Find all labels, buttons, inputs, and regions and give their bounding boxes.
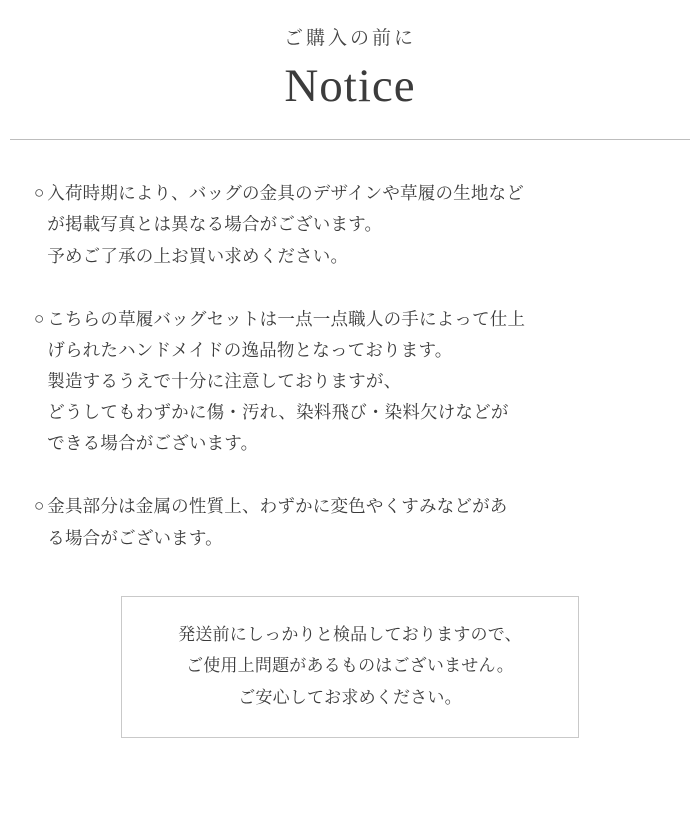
note-line: 製造するうえで十分に注意しておりますが、 xyxy=(47,371,402,392)
page-title: Notice xyxy=(284,59,416,112)
callout-line: 発送前にしっかりと検品しておりますので、 xyxy=(178,624,522,644)
bullet-icon: ○ xyxy=(34,496,45,516)
note-line: 予めご了承の上お買い求めください。 xyxy=(47,245,349,266)
note-line: できる場合がございます。 xyxy=(47,433,259,454)
bullet-icon: ○ xyxy=(34,308,45,328)
callout-line: ご安心してお求めください。 xyxy=(238,687,462,707)
list-item xyxy=(34,304,666,460)
list-item xyxy=(34,178,666,271)
bullet-icon: ○ xyxy=(34,183,45,203)
page-subtitle: ご購入の前に xyxy=(283,28,416,49)
callout-box xyxy=(121,596,579,738)
notice-list xyxy=(0,140,700,553)
page-header xyxy=(0,0,700,115)
note-line: が掲載写真とは異なる場合がございます。 xyxy=(47,214,383,235)
note-text xyxy=(47,491,507,553)
note-line: げられたハンドメイドの逸品物となっております。 xyxy=(47,339,453,360)
note-text xyxy=(47,178,524,271)
note-line: 入荷時期により、バッグの金具のデザインや草履の生地など xyxy=(47,183,524,204)
note-line: どうしてもわずかに傷・汚れ、染料飛び・染料欠けなどが xyxy=(47,402,509,423)
note-text xyxy=(47,304,525,460)
note-line: 金具部分は金属の性質上、わずかに変色やくすみなどがあ xyxy=(47,496,508,517)
callout-line: ご使用上問題があるものはございません。 xyxy=(186,656,514,676)
note-line: こちらの草履バッグセットは一点一点職人の手によって仕上 xyxy=(47,308,526,329)
note-line: る場合がございます。 xyxy=(47,527,223,548)
list-item xyxy=(34,491,666,553)
